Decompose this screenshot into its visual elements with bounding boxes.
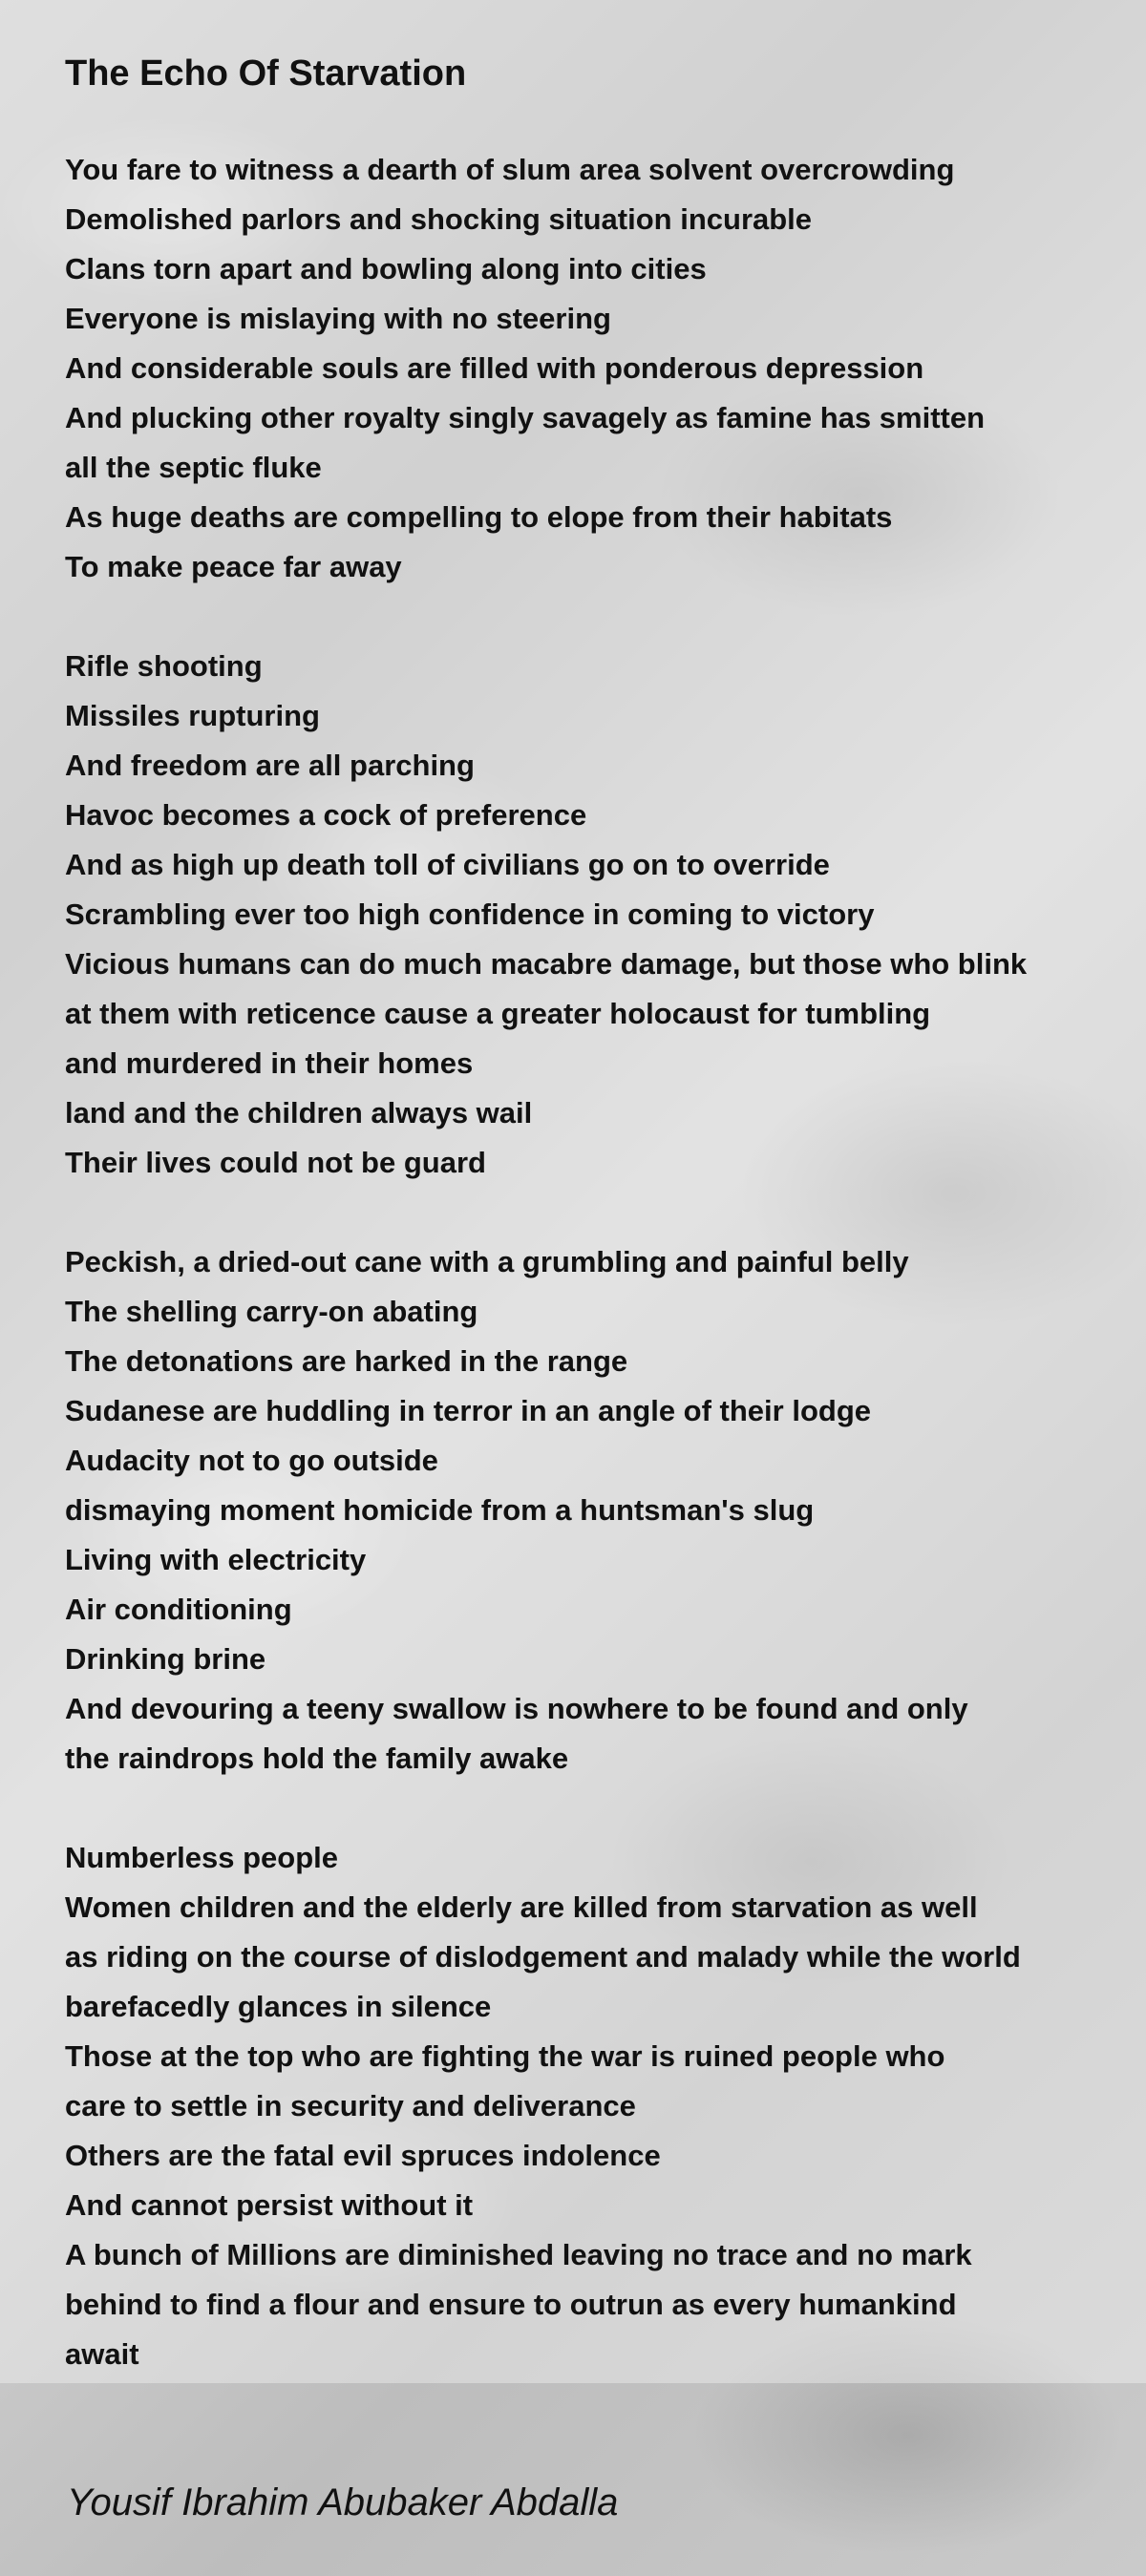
poem-line: Numberless people bbox=[65, 1841, 338, 1874]
poem-line: Vicious humans can do much macabre damage, but those who blink bbox=[65, 947, 1028, 981]
poem-author: Yousif Ibrahim Abubaker Abdalla bbox=[67, 2481, 619, 2523]
poem-line: Everyone is mislaying with no steering bbox=[65, 302, 611, 335]
poem-line: and murdered in their homes bbox=[65, 1046, 474, 1080]
poem-line: barefacedly glances in silence bbox=[65, 1990, 492, 2023]
poem-line: And freedom are all parching bbox=[65, 749, 475, 782]
poem-line: Those at the top who are fighting the war is ruined people who bbox=[65, 2039, 945, 2073]
poem-line: And considerable souls are filled with ponderous depression bbox=[65, 351, 924, 385]
stanza-1 bbox=[0, 99, 1146, 596]
stanza-3 bbox=[0, 1192, 1146, 1787]
poem-line: A bunch of Millions are diminished leaving no trace and no mark bbox=[65, 2238, 972, 2271]
poem-line: Air conditioning bbox=[65, 1593, 292, 1626]
poem-line: dismaying moment homicide from a huntsman's slug bbox=[65, 1493, 815, 1527]
poem-line: Drinking brine bbox=[65, 1642, 266, 1676]
poem-line: all the septic fluke bbox=[65, 451, 322, 484]
poem-line: As huge deaths are compelling to elope from their habitats bbox=[65, 500, 893, 534]
poem-line: To make peace far away bbox=[65, 550, 402, 583]
poem-line: Audacity not to go outside bbox=[65, 1444, 438, 1477]
poem-line: Women children and the elderly are killed from starvation as well bbox=[65, 1890, 978, 1924]
poem-line: land and the children always wail bbox=[65, 1096, 533, 1130]
stanza-4 bbox=[0, 1787, 1146, 2383]
poem-line: Havoc becomes a cock of preference bbox=[65, 798, 587, 832]
poem-line: Rifle shooting bbox=[65, 649, 263, 683]
poem-line: Others are the fatal evil spruces indolence bbox=[65, 2139, 661, 2172]
poem-line: And cannot persist without it bbox=[65, 2188, 474, 2222]
poem-line: Scrambling ever too high confidence in coming to victory bbox=[65, 897, 875, 931]
poem-line: And plucking other royalty singly savagely as famine has smitten bbox=[65, 401, 986, 434]
poem-line: Clans torn apart and bowling along into cities bbox=[65, 252, 707, 285]
poem-line: at them with reticence cause a greater holocaust for tumbling bbox=[65, 997, 931, 1030]
poem-line: the raindrops hold the family awake bbox=[65, 1742, 569, 1775]
poem-line: And as high up death toll of civilians go on to override bbox=[65, 848, 830, 881]
poem-title: The Echo Of Starvation bbox=[0, 0, 1146, 99]
poem-line: care to settle in security and deliverance bbox=[65, 2089, 636, 2122]
poem-line: Demolished parlors and shocking situation incurable bbox=[65, 202, 813, 236]
stanza-2 bbox=[0, 596, 1146, 1192]
poem-line: Peckish, a dried-out cane with a grumbling and painful belly bbox=[65, 1245, 909, 1278]
poem-line: behind to find a flour and ensure to outrun as every humankind bbox=[65, 2288, 957, 2321]
poem-line: The shelling carry-on abating bbox=[65, 1295, 478, 1328]
poem-line: as riding on the course of dislodgement and malady while the world bbox=[65, 1940, 1021, 1974]
poem-line: You fare to witness a dearth of slum area solvent overcrowding bbox=[65, 153, 955, 186]
poem-line: Sudanese are huddling in terror in an angle of their lodge bbox=[65, 1394, 871, 1427]
poem-line: And devouring a teeny swallow is nowhere to be found and only bbox=[65, 1692, 968, 1725]
poem-line: The detonations are harked in the range bbox=[65, 1344, 628, 1378]
poem-line: await bbox=[65, 2337, 139, 2371]
poem-line: Missiles rupturing bbox=[65, 699, 320, 732]
poem-line: Their lives could not be guard bbox=[65, 1146, 486, 1179]
poem-line: Living with electricity bbox=[65, 1543, 367, 1576]
